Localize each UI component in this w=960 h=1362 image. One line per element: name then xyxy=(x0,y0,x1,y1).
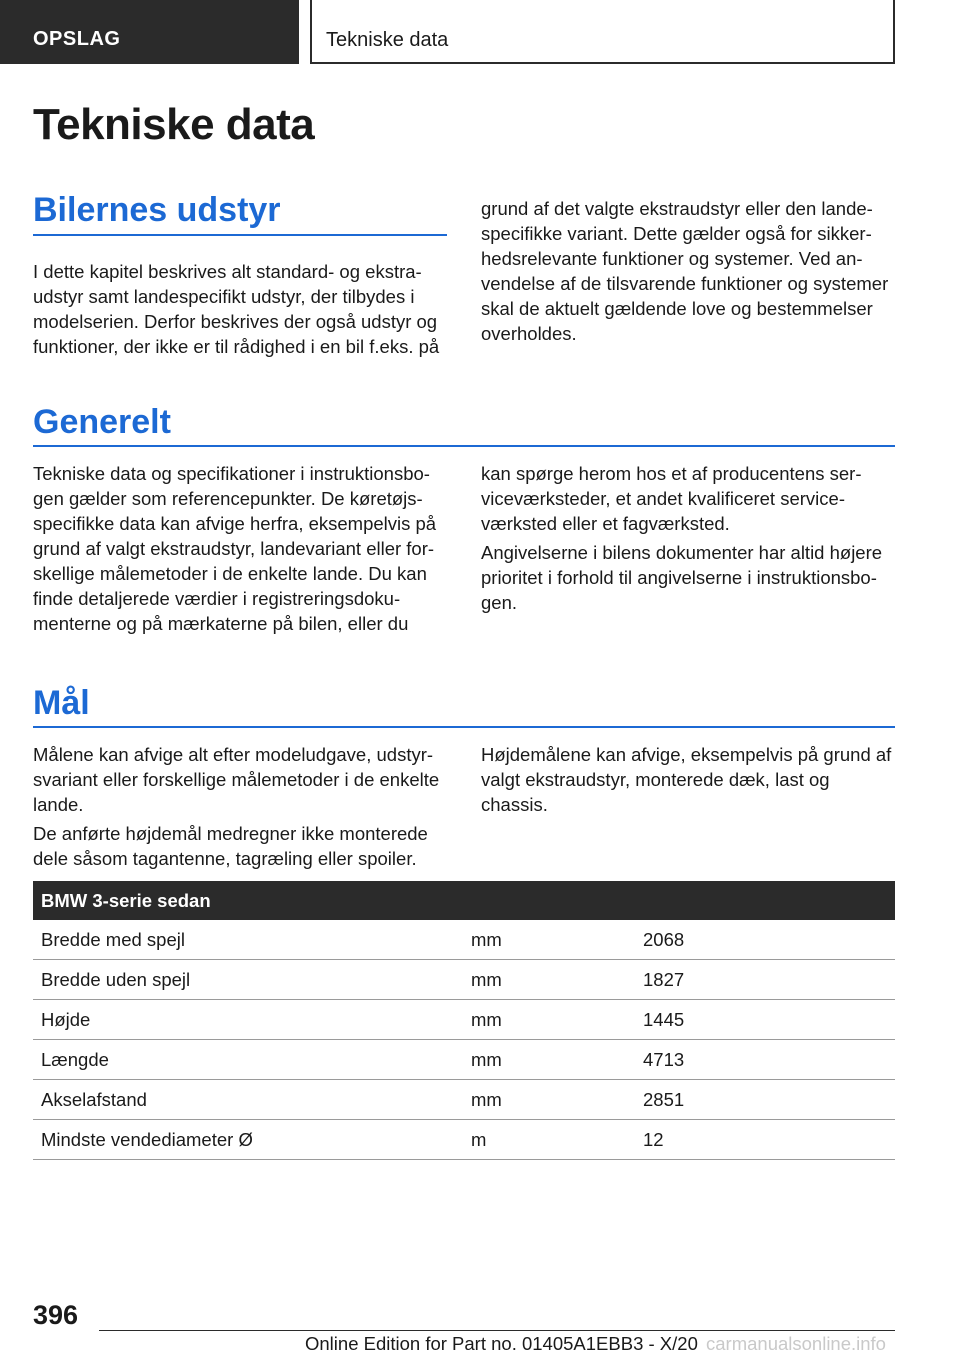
section-tab xyxy=(0,0,299,64)
heading-generelt: Generelt xyxy=(33,403,171,441)
paragraph: Angivelserne i bilens dokumenter har altid højere prioritet i forhold til angivelserne i instruktionsbogen. xyxy=(481,542,883,613)
row-value: 1827 xyxy=(635,960,895,1000)
row-value: 2068 xyxy=(635,920,895,960)
table-row xyxy=(33,1080,895,1120)
chapter-label: Tekniske data xyxy=(326,29,449,51)
table-row xyxy=(33,1000,895,1040)
section-label: OPSLAG xyxy=(33,28,121,50)
row-label: Længde xyxy=(33,1040,463,1080)
paragraph: De anførte højdemål medregner ikke monterede dele såsom tagantenne, tagræling eller spoiler. xyxy=(33,823,428,869)
heading-rule xyxy=(33,726,895,728)
paragraph: kan spørge herom hos et af producentens serviceværksteder, et andet kvalificeret serviceværksted eller et fagværksted. xyxy=(481,463,862,534)
row-unit: mm xyxy=(463,1000,635,1040)
heading-maal: Mål xyxy=(33,684,90,722)
chapter-tab xyxy=(310,0,895,64)
page-number: 396 xyxy=(33,1300,79,1330)
heading-bilernes-udstyr: Bilernes udstyr xyxy=(33,191,281,229)
text-column-left xyxy=(33,259,447,363)
paragraph: Højdemålene kan afvige, eksempelvis på grund af valgt ekstraudstyr, monterede dæk, last og chassis. xyxy=(481,744,892,815)
row-unit: mm xyxy=(463,1040,635,1080)
paragraph: Tekniske data og specifikationer i instruktionsbogen gælder som referencepunkter. De køretøjsspecifikke data kan afvige herfra, eksempelvis på grund af valgt ekstraudstyr, landevariant eller forskellige målemetoder i de enkelte lande. Du kan finde detaljerede værdier i registreringsdokumenterne og på mærkaterne på bilen, eller du xyxy=(33,463,437,634)
row-label: Mindste vendediameter Ø xyxy=(33,1120,463,1160)
footer-rule xyxy=(99,1330,895,1331)
text-column-right xyxy=(481,196,895,350)
table-row xyxy=(33,960,895,1000)
row-value: 4713 xyxy=(635,1040,895,1080)
row-label: Bredde uden spejl xyxy=(33,960,463,1000)
heading-rule xyxy=(33,445,895,447)
paragraph: Målene kan afvige alt efter modeludgave, udstyrsvariant eller forskellige målemetoder i de enkelte lande. xyxy=(33,744,440,815)
paragraph: grund af det valgte ekstraudstyr eller den landespecifikke variant. Dette gælder også for sikkerhedsrelevante funktioner og systemer. Ved anvendelse af de tilsvarende funktioner og systemer skal de aktuelt gældende love og bestemmelser overholdes. xyxy=(481,198,889,344)
table-row xyxy=(33,920,895,960)
heading-rule xyxy=(33,234,447,236)
text-column-right xyxy=(481,461,895,619)
table-header-row xyxy=(33,881,895,920)
text-column-left xyxy=(33,461,447,640)
row-unit: mm xyxy=(463,960,635,1000)
table-row xyxy=(33,1040,895,1080)
edition-text: Online Edition for Part no. 01405A1EBB3 - X/20 xyxy=(305,1333,698,1354)
dimensions-table xyxy=(33,881,895,1160)
text-column-right xyxy=(481,742,895,821)
row-unit: mm xyxy=(463,920,635,960)
row-label: Højde xyxy=(33,1000,463,1040)
watermark: carmanualsonline.info xyxy=(706,1333,886,1354)
table-header: BMW 3-serie sedan xyxy=(33,881,895,920)
row-value: 1445 xyxy=(635,1000,895,1040)
page-title: Tekniske data xyxy=(33,100,315,149)
row-label: Akselafstand xyxy=(33,1080,463,1120)
row-label: Bredde med spejl xyxy=(33,920,463,960)
table-row xyxy=(33,1120,895,1160)
row-unit: m xyxy=(463,1120,635,1160)
paragraph: I dette kapitel beskrives alt standard- og ekstraudstyr samt landespecifikt udstyr, der tilbydes i modelserien. Derfor beskrives der også udstyr og funktioner, der ikke er til rådighed i en bil f.eks. på xyxy=(33,261,440,357)
text-column-left xyxy=(33,742,447,875)
row-value: 2851 xyxy=(635,1080,895,1120)
row-value: 12 xyxy=(635,1120,895,1160)
row-unit: mm xyxy=(463,1080,635,1120)
